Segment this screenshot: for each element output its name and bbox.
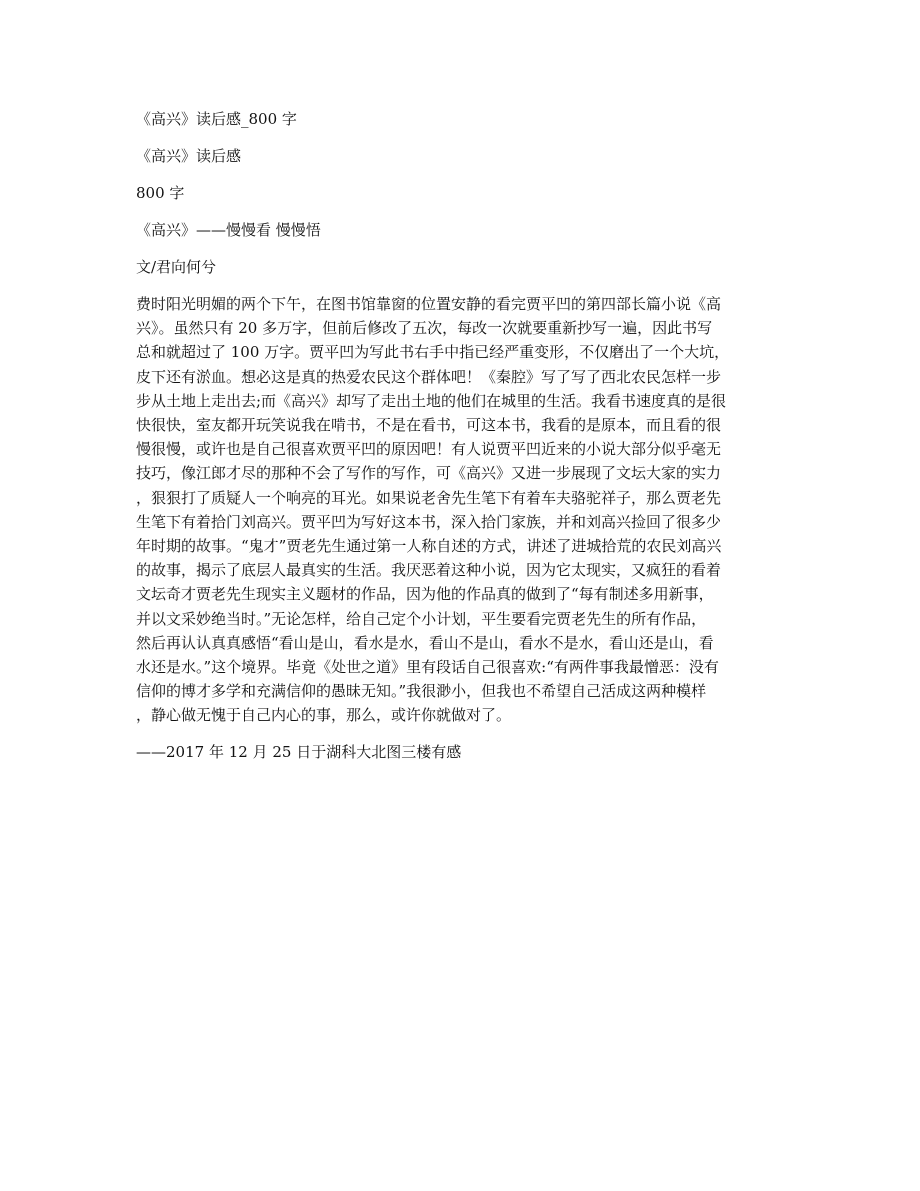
body-line: 的故事，揭示了底层人最真实的生活。我厌恶着这种小说，因为它太现实，又疯狂的看着 [136, 561, 722, 580]
body-line: 信仰的博才多学和充满信仰的愚昧无知。”我很渺小，但我也不希望自己活成这两种模样 [136, 682, 707, 701]
document-content [136, 107, 786, 764]
body-line: 兴》。虽然只有 20 多万字，但前后修改了五次，每改一次就要重新抄写一遍，因此书写 [136, 319, 713, 338]
document-subtitle: 《高兴》读后感 [136, 147, 242, 165]
body-line: 慢很慢，或许也是自己很喜欢贾平凹的原因吧！有人说贾平凹近来的小说大部分似乎毫无 [136, 440, 722, 459]
body-line: 步从土地上走出去;而《高兴》却写了走出土地的他们在城里的生活。我看书速度真的是很 [136, 391, 727, 410]
body-line: 年时期的故事。“鬼才”贾老先生通过第一人称自述的方式，讲述了进城拾荒的农民刘高兴 [136, 537, 722, 556]
body-line: 文坛奇才贾老先生现实主义题材的作品，因为他的作品真的做到了“每有制述多用新事， [136, 585, 714, 604]
body-line: ，静心做无愧于自己内心的事，那么，或许你就做对了。 [136, 706, 512, 725]
document-title: 《高兴》读后感_800 字 [136, 110, 297, 128]
body-line: 水还是水。”这个境界。毕竟《处世之道》里有段话自己很喜欢:“有两件事我最憎恶：没有 [136, 658, 719, 677]
body-line: 总和就超过了 100 万字。贾平凹为写此书右手中指已经严重变形，不仅磨出了一个大坑， [136, 343, 730, 362]
body-paragraph [136, 292, 786, 728]
document-signature: ——2017 年 12 月 25 日于湖科大北图三楼有感 [136, 742, 462, 761]
body-line: 快很快，室友都开玩笑说我在啃书，不是在看书，可这本书，我看的是原本，而且看的很 [136, 416, 722, 435]
body-line: ，狠狠打了质疑人一个响亮的耳光。如果说老舍先生笔下有着车夫骆驼祥子，那么贾老先 [136, 488, 722, 507]
body-line: 生笔下有着拾门刘高兴。贾平凹为写好这本书，深入拾门家族，并和刘高兴捡回了很多少 [136, 512, 722, 531]
body-line: 技巧，像江郎才尽的那种不会了写作的写作，可《高兴》又进一步展现了文坛大家的实力 [136, 464, 722, 483]
author-line: 文/君向何兮 [136, 258, 217, 276]
body-line: 并以文采妙绝当时。”无论怎样，给自己定个小计划，平生要看完贾老先生的所有作品， [136, 609, 707, 628]
body-line: 皮下还有淤血。想必这是真的热爱农民这个群体吧！《秦腔》写了写了西北农民怎样一步 [136, 367, 722, 386]
body-line: 然后再认认真真感悟“看山是山，看水是水，看山不是山，看水不是水，看山还是山，看 [136, 633, 714, 652]
word-count: 800 字 [136, 184, 185, 202]
body-line: 费时阳光明媚的两个下午，在图书馆靠窗的位置安静的看完贾平凹的第四部长篇小说《高 [136, 295, 722, 313]
article-heading: 《高兴》——慢慢看 慢慢悟 [136, 221, 321, 239]
